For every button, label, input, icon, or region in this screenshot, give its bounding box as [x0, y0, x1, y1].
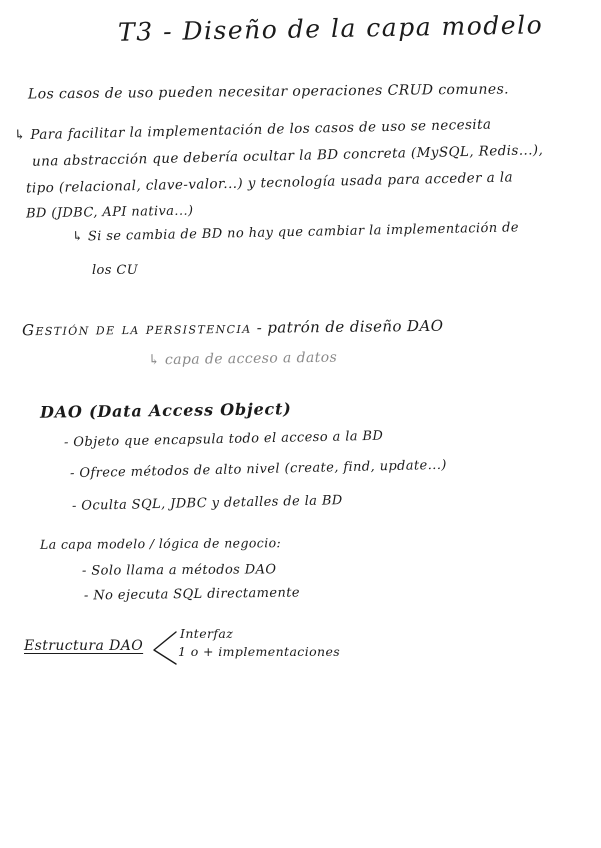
structure-label: Estructura DAO — [24, 638, 144, 654]
dao-bullet: - Ofrece métodos de alto nivel (create, find, update...) — [69, 457, 447, 482]
page-title: T3 - Diseño de la capa modelo — [117, 10, 544, 47]
consequence-line-1: ↳ Si se cambia de BD no hay que cambiar la implementación de — [71, 220, 520, 245]
dao-heading: DAO (Data Access Object) — [39, 399, 292, 422]
abstraction-line-4: BD (JDBC, API nativa...) — [25, 203, 194, 222]
abstraction-line-1: ↳ Para facilitar la implementación de los casos de uso se necesita — [13, 116, 492, 144]
dao-bullet: - Objeto que encapsula todo el acceso a la BD — [63, 428, 384, 451]
persistence-pattern: - patrón de diseño DAO — [256, 316, 444, 337]
angle-bracket-icon — [150, 630, 178, 666]
structure-branch-implementations: 1 o + implementaciones — [178, 644, 341, 659]
model-layer-bullet: - Solo llama a métodos DAO — [81, 562, 277, 579]
persistence-heading: Gestión de la persistencia — [21, 318, 252, 340]
model-layer-bullet: - No ejecuta SQL directamente — [83, 585, 301, 604]
persistence-note: ↳ capa de acceso a datos — [147, 349, 338, 369]
model-layer-heading: La capa modelo / lógica de negocio: — [39, 535, 282, 552]
abstraction-line-3: tipo (relacional, clave-valor...) y tecnología usada para acceder a la — [25, 169, 514, 197]
intro-text: Los casos de uso pueden necesitar operaciones CRUD comunes. — [27, 81, 510, 103]
consequence-line-2: los CU — [92, 263, 139, 278]
persistence-heading-line — [22, 317, 444, 339]
abstraction-line-2: una abstracción que debería ocultar la BD concreta (MySQL, Redis...), — [31, 142, 544, 170]
dao-bullet: - Oculta SQL, JDBC y detalles de la BD — [71, 493, 343, 514]
structure-branch-interface: Interfaz — [180, 626, 234, 641]
